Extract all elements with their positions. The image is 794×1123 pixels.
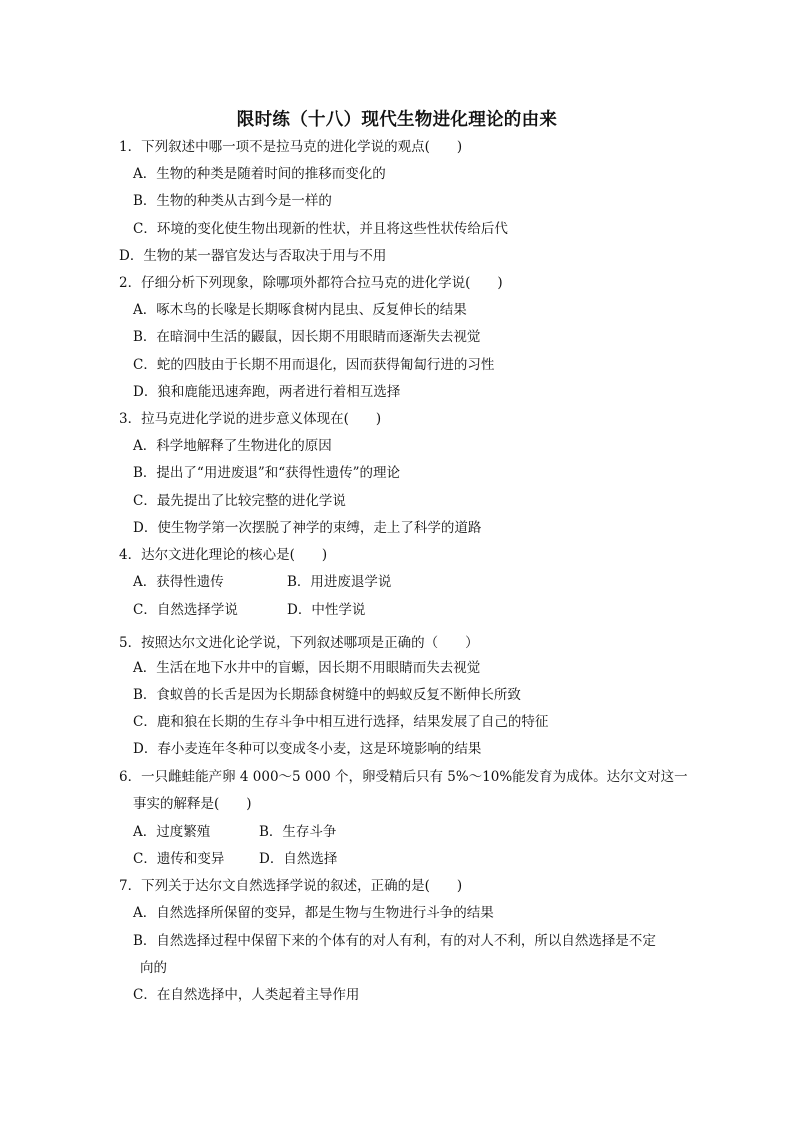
question-2-option-b: B．在暗洞中生活的鼹鼠，因长期不用眼睛而逐渐失去视觉 — [133, 329, 481, 345]
question-2-option-a: A．啄木鸟的长喙是长期啄食树内昆虫、反复伸长的结果 — [133, 302, 467, 318]
question-4-option-a: A．获得性遗传 — [133, 574, 224, 590]
question-2-stem: 2．仔细分析下列现象，除哪项外都符合拉马克的进化学说( ) — [119, 275, 503, 291]
question-4-stem: 4．达尔文进化理论的核心是( ) — [119, 547, 328, 563]
question-3-option-d: D．使生物学第一次摆脱了神学的束缚，走上了科学的道路 — [133, 520, 482, 536]
question-6-stem-line-2: 事实的解释是( ) — [133, 796, 252, 812]
question-6-option-d: D．自然选择 — [259, 851, 338, 867]
question-5-option-b: B．食蚁兽的长舌是因为长期舔食树缝中的蚂蚁反复不断伸长所致 — [133, 687, 521, 703]
question-5-option-c: C．鹿和狼在长期的生存斗争中相互进行选择，结果发展了自己的特征 — [133, 714, 549, 730]
question-4-option-c: C．自然选择学说 — [133, 602, 238, 618]
question-4-option-d: D．中性学说 — [287, 602, 366, 618]
question-1-option-b: B．生物的种类从古到今是一样的 — [133, 193, 332, 209]
question-6-stem-line-1: 6．一只雌蛙能产卵 4 000～5 000 个，卵受精后只有 5%～10%能发育为成体。达尔文对这一 — [119, 769, 688, 785]
question-3-option-a: A．科学地解释了生物进化的原因 — [133, 438, 332, 454]
question-1-option-c: C．环境的变化使生物出现新的性状，并且将这些性状传给后代 — [133, 221, 508, 237]
question-5-option-d: D．春小麦连年冬种可以变成冬小麦，这是环境影响的结果 — [133, 741, 482, 757]
question-5-stem: 5．按照达尔文进化论学说，下列叙述哪项是正确的（ ） — [119, 635, 479, 651]
question-6-option-a: A．过度繁殖 — [133, 824, 211, 840]
question-2-option-c: C．蛇的四肢由于长期不用而退化，因而获得匍匐行进的习性 — [133, 357, 495, 373]
question-7-option-b-line-1: B．自然选择过程中保留下来的个体有的对人有利，有的对人不利，所以自然选择是不定 — [133, 933, 656, 949]
question-4-option-b: B．用进废退学说 — [287, 574, 392, 590]
question-7-option-c: C．在自然选择中，人类起着主导作用 — [133, 987, 360, 1003]
question-6-option-b: B．生存斗争 — [259, 824, 337, 840]
question-1-option-a: A．生物的种类是随着时间的推移而变化的 — [133, 166, 386, 182]
question-5-option-a: A．生活在地下水井中的盲螈，因长期不用眼睛而失去视觉 — [133, 660, 481, 676]
question-2-option-d: D．狼和鹿能迅速奔跑，两者进行着相互选择 — [133, 384, 401, 400]
page-title: 限时练（十八）现代生物进化理论的由来 — [236, 110, 558, 130]
question-1-option-d: D．生物的某一器官发达与否取决于用与不用 — [119, 248, 387, 264]
question-1-stem: 1．下列叙述中哪一项不是拉马克的进化学说的观点( ) — [119, 139, 463, 155]
question-6-option-c: C．遗传和变异 — [133, 851, 225, 867]
question-3-option-c: C．最先提出了比较完整的进化学说 — [133, 493, 346, 509]
question-3-stem: 3．拉马克进化学说的进步意义体现在( ) — [119, 411, 382, 427]
question-7-option-a: A．自然选择所保留的变异，都是生物与生物进行斗争的结果 — [133, 905, 494, 921]
question-3-option-b: B．提出了“用进废退”和“获得性遗传”的理论 — [133, 465, 401, 481]
question-7-stem: 7．下列关于达尔文自然选择学说的叙述，正确的是( ) — [119, 878, 463, 894]
question-7-option-b-line-2: 向的 — [140, 960, 167, 976]
